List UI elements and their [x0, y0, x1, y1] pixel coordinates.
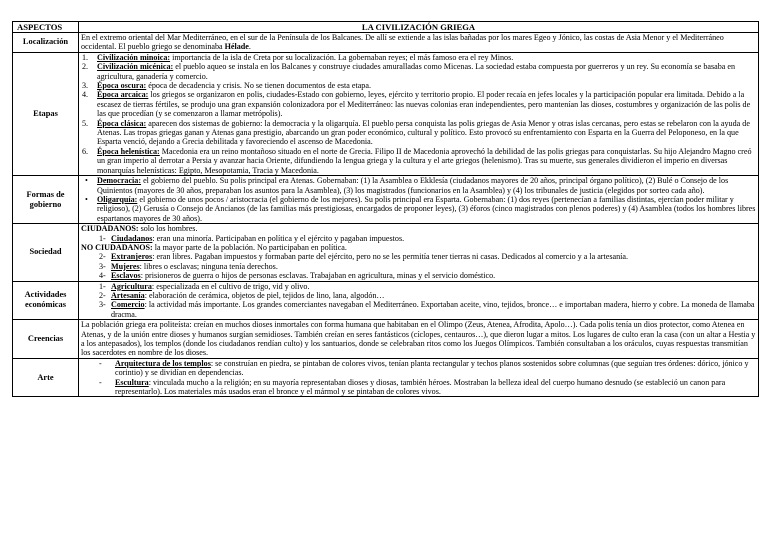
ciudadanos-head: CIUDADANOS: [81, 224, 139, 234]
item-term: Democracia: [97, 176, 142, 186]
row-actividades [13, 281, 759, 320]
list-item [81, 262, 756, 271]
list-item [81, 90, 756, 118]
item-text: : eran libres. Pagaban impuestos y formaban parte del ejército, pero no se les permitía tener tierras ni casas. Dedicados al comercio y a la artesanía. [152, 252, 628, 262]
item-text: : libres o esclavas; ninguna tenía derechos. [139, 261, 278, 271]
dash-icon: - [99, 377, 102, 387]
item-number: 6. [82, 146, 89, 156]
label-actividades: Actividades económicas [13, 281, 79, 320]
item-number: 2- [99, 252, 106, 262]
label-localizacion: Localización [13, 33, 79, 53]
item-text: aparecen dos sistemas de gobierno: la democracia y la oligarquía. El pueblo persa conquista las polis griegas de Asia Menor y otras islas cercanas, pero estas se rebelaron con la ayuda de Atenas. Las tropas griegas ganan y Atenas gana prestigio, abarcando un gran poder económico, cultural y político. Esto provocó su enfrentamiento con Esparta en la Guerra del Peloponeso, en la que Esparta venció, dejando a Grecia debilitada y favoreciendo el ascenso de Macedonia. [97, 118, 750, 147]
ciudadanos-text: solo los hombres. [138, 224, 198, 234]
table-header-row [13, 22, 759, 33]
dash-icon: - [99, 358, 102, 368]
list-item [81, 53, 756, 62]
table-title: LA CIVILIZACIÓN GRIEGA [79, 22, 759, 33]
item-number: 4- [99, 271, 106, 281]
item-text: los griegos se organizaron en polis, ciudades-Estado con gobierno, leyes, ejército y territorio propio. El poder recaía en jefes locales y la participación popular era limitada. Debido a la escasez de tierras fértiles, se produjo una gran expansión colonizadora por el Mediterráneo: las nuevas colonias eran independientes, pero mantenían las dioses, costumbres y organización de las polis de las que procedían (y se comenzaron a llamar metrópolis). [97, 90, 751, 119]
content-arte [79, 358, 759, 397]
item-term: Época helenística: [97, 146, 160, 156]
content-localizacion [79, 33, 759, 53]
item-term: Escultura [115, 377, 149, 387]
item-text: el gobierno del pueblo. Su polis principal era Atenas. Gobernaban: (1) la Asamblea o Ekklesía (ciudadanos mayores de 20 años, principal órgano político), (2) Bulé o Consejo de los Quinientos (mayores de 30 años, preparaban los asuntos para la Asamblea), (3) los magistrados (funcionarios en la Asamblea) y (4) los tribunales de justicia (elegidos por sorteo cada año). [97, 176, 729, 195]
list-item [81, 234, 756, 243]
content-gobierno [79, 176, 759, 224]
localizacion-term: Hélade [224, 42, 249, 52]
item-number: 5. [82, 118, 89, 128]
item-text: : la actividad más importante. Los grandes comerciantes navegaban el Mediterráneo. Exportaban aceite, vino, tejidos, bronce… e importaban madera, hierro y cobre. La moneda de llamaba dracma. [111, 300, 755, 319]
list-item [81, 378, 756, 397]
no-ciudadanos-text: la mayor parte de la población. No participaban en política. [152, 242, 347, 252]
content-sociedad [79, 224, 759, 281]
item-text: : prisioneros de guerra o hijos de personas esclavas. Trabajaban en agricultura, minas y el servicio doméstico. [140, 271, 496, 281]
item-number: 2. [82, 62, 89, 72]
item-term: Agricultura [111, 281, 152, 291]
list-item [81, 359, 756, 378]
item-text: importancia de la isla de Creta por su localización. La gobernaban reyes; el más famoso era el rey Minos. [170, 52, 514, 62]
ciudadanos-line [81, 224, 756, 233]
item-term: Época arcaica: [97, 90, 149, 100]
item-text: : eran una minoría. Participaban en política y el ejército y pagaban impuestos. [152, 233, 405, 243]
list-item [81, 271, 756, 280]
label-sociedad: Sociedad [13, 224, 79, 281]
list-item [81, 119, 756, 147]
content-etapas [79, 52, 759, 175]
item-number: 1- [99, 233, 106, 243]
content-actividades [79, 281, 759, 320]
item-term: Extranjeros [111, 252, 153, 262]
row-creencias [13, 320, 759, 359]
item-term: Artesanía [111, 290, 145, 300]
bullet-icon: • [85, 194, 88, 204]
ciudadanos-list [81, 234, 756, 243]
item-number: 2- [99, 290, 106, 300]
localizacion-text: En el extremo oriental del Mar Mediterráneo, en el sur de la Península de los Balcanes. De allí se extiende a las islas bañadas por los mares Egeo y Jónico, las costas de Asia Menor y el Mediterráneo occidental. El pueblo griego se denominaba [81, 33, 724, 52]
arte-list [81, 359, 756, 397]
item-text: el gobierno de unos pocos / aristocracia (el gobierno de los mejores). Su polis principal era Esparta. Gobernaban: (1) dos reyes (pertenecían a familias distintas, ejercían poder militar y religioso), (2) Gerusía o Consejo de Ancianos (de las familias más prestigiosas, encargados de proponer leyes), (3) éforos (cinco magistrados con plenos poderes) y (4) Asamblea (todos los hombres libres espartanos mayores de 30 años). [97, 194, 756, 223]
item-number: 3- [99, 300, 106, 310]
item-text: época de decadencia y crisis. No se tienen documentos de esta etapa. [146, 81, 371, 91]
no-ciudadanos-head: NO CIUDADANOS: [81, 242, 153, 252]
list-item [81, 62, 756, 81]
item-text: : especializada en el cultivo de trigo, vid y olivo. [151, 281, 310, 291]
label-gobierno: Formas de gobierno [13, 176, 79, 224]
aspects-header: ASPECTOS [13, 22, 79, 33]
item-text: : elaboración de cerámica, objetos de piel, tejidos de lino, lana, algodón… [144, 290, 385, 300]
civilization-table [12, 21, 759, 397]
item-term: Oligarquía: [97, 194, 138, 204]
item-text: : se construían en piedra, se pintaban de colores vivos, tenían planta rectangular y techos planos sostenidos sobre columnas (que seguían tres órdenes: dórico, jónico y corintio) y se dividían en dependencias. [115, 358, 749, 378]
list-item [81, 300, 756, 319]
item-term: Ciudadanos [111, 233, 153, 243]
item-term: Civilización minoica: [97, 52, 171, 62]
item-term: Arquitectura de los templos [115, 358, 211, 368]
item-term: Época oscura: [97, 81, 147, 91]
item-number: 4. [82, 90, 89, 100]
actividades-list [81, 282, 756, 320]
row-sociedad [13, 224, 759, 281]
list-item [81, 291, 756, 300]
list-item [81, 195, 756, 223]
list-item [81, 147, 756, 175]
list-item [81, 252, 756, 261]
item-text: el pueblo aqueo se instala en los Balcanes y construye ciudades amuralladas como Micenas. La sociedad estaba compuesta por guerreros y un rey. Su economía se basaba en agricultura, ganadería y comercio. [97, 62, 735, 81]
row-localizacion [13, 33, 759, 53]
summary-sheet [12, 21, 758, 397]
list-item [81, 176, 756, 195]
label-creencias: Creencias [13, 320, 79, 359]
item-term: Comercio [111, 300, 145, 310]
item-term: Mujeres [111, 261, 140, 271]
item-number: 3- [99, 261, 106, 271]
label-etapas: Etapas [13, 52, 79, 175]
item-number: 3. [82, 81, 89, 91]
item-text: : vinculada mucho a la religión; en su mayoría representaban dioses y diosas, también héroes. Mostraban la belleza ideal del cuerpo humano desnudo (se estableció un canon para representarlo). Los materiales más usados eran el bronce y el mármol y se pintaban de colores vivos. [115, 377, 726, 397]
item-term: Esclavos [111, 271, 141, 281]
row-arte [13, 358, 759, 397]
item-number: 1. [82, 52, 89, 62]
row-etapas [13, 52, 759, 175]
item-text: Macedonia era un reino montañoso situado en el norte de Grecia. Filipo II de Macedonia aprovechó la debilidad de las polis griegas para conquistarlas. Su hijo Alejandro Magno creó un gran imperio al derrotar a Persia y avanzar hacia Oriente, difundiendo la lengua griega y la cultura y el arte griegos (helenismo). Tras su muerte, sus generales dividieron el imperio en diversas monarquías helenísticas: Egipto, Mesopotamia, Tracia y Macedonia. [97, 146, 752, 175]
item-term: Época clásica: [97, 118, 147, 128]
localizacion-end: . [248, 42, 251, 52]
bullet-icon: • [85, 176, 88, 186]
item-number: 1- [99, 281, 106, 291]
list-item [81, 282, 756, 291]
no-ciudadanos-list [81, 252, 756, 280]
gobierno-list [81, 176, 756, 223]
row-gobierno [13, 176, 759, 224]
etapas-list [81, 53, 756, 175]
item-term: Civilización micénica: [97, 62, 174, 72]
label-arte: Arte [13, 358, 79, 397]
content-creencias: La población griega era politeísta: creían en muchos dioses inmortales con forma humana que habitaban en el Olimpo (Zeus, Atenea, Afrodita, Apolo…). Cada polis tenía un dios protector, como Atenea en Atenas, y de la unión entre dioses y humanos surgían semidioses. También creían en seres fantásticos (cíclopes, centauros…), que dieron lugar a mitos. Los lugares de culto eran la casa (con un altar a Hestia y a los antepasados), los templos (donde los ciudadanos rendían culto) y los santuarios, donde se celebraban ritos como los Juegos Olímpicos. También consultaban a los oráculos, cuyas respuestas transmitían los sacerdotes en nombre de los dioses. [79, 320, 759, 359]
no-ciudadanos-line [81, 243, 756, 252]
